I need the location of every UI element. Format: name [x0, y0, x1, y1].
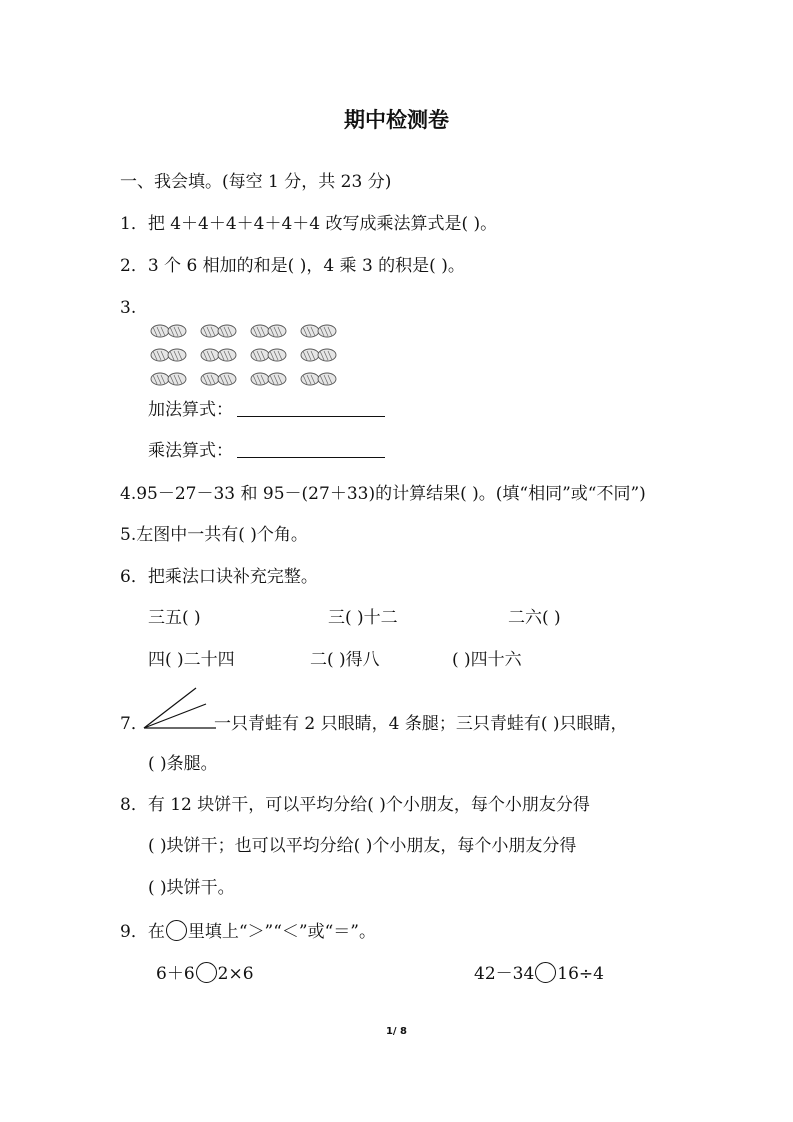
section-heading: 一、我会填。(每空 1 分，共 23 分): [120, 172, 392, 192]
question-3-number: 3.: [120, 298, 137, 318]
vegetable-icon: [251, 325, 286, 337]
question-2: 2．3 个 6 相加的和是( )，4 乘 3 的积是( )。: [120, 256, 465, 276]
compare-circle-icon: [166, 920, 187, 941]
page-title: 期中检测卷: [344, 108, 449, 132]
vegetable-icon: [301, 349, 336, 361]
vegetable-icon: [301, 325, 336, 337]
question-9-suffix: 里填上“＞”“＜”或“＝”。: [187, 922, 376, 942]
vegetable-icon: [201, 373, 236, 385]
question-9-prefix: 9．在: [120, 922, 165, 942]
question-7-number: 7．: [120, 714, 148, 734]
question-8-text-2: ( )块饼干；也可以平均分给( )个小朋友，每个小朋友分得: [148, 836, 577, 856]
rhyme-2-3: ( )四十六: [452, 650, 522, 670]
question-7-text-2: ( )条腿。: [148, 754, 218, 774]
rhyme-2-2: 二( )得八: [310, 650, 380, 670]
rhyme-2-1: 四( )二十四: [148, 650, 235, 670]
page-footer: 1/ 8: [385, 1026, 408, 1037]
comparison-left: [156, 962, 254, 986]
angle-figure: [142, 686, 218, 736]
comparison-right-a: 42－34: [474, 964, 535, 984]
vegetable-icon: [251, 373, 286, 385]
vegetable-icon: [301, 373, 336, 385]
question-8-text-1: 8．有 12 块饼干，可以平均分给( )个小朋友，每个小朋友分得: [120, 795, 590, 815]
multiplication-answer-row: [148, 439, 385, 463]
vegetable-icon: [151, 325, 186, 337]
rhyme-1-1: 三五( ): [148, 608, 201, 628]
vegetable-icon: [201, 325, 236, 337]
question-4: 4.95－27－33 和 95－(27＋33)的计算结果( )。(填“相同”或“不同”): [120, 484, 646, 504]
question-1: 1．把 4＋4＋4＋4＋4＋4 改写成乘法算式是( )。: [120, 214, 498, 234]
question-7-text-1: 一只青蛙有 2 只眼睛，4 条腿；三只青蛙有( )只眼睛，: [214, 714, 628, 734]
comparison-left-circle[interactable]: [196, 962, 217, 983]
comparison-right-b: 16÷4: [557, 964, 604, 984]
vegetable-icon: [201, 349, 236, 361]
comparison-left-b: 2×6: [217, 964, 254, 984]
vegetable-grid-image: [146, 320, 346, 390]
question-5: 5.左图中一共有( )个角。: [120, 525, 308, 545]
vegetable-icon: [151, 373, 186, 385]
addition-label: 加法算式：: [148, 400, 233, 420]
rhyme-1-2: 三( )十二: [328, 608, 398, 628]
question-6-heading: 6．把乘法口诀补充完整。: [120, 567, 318, 587]
vegetable-icon: [251, 349, 286, 361]
multiplication-blank[interactable]: [237, 441, 385, 458]
comparison-right: [474, 962, 604, 986]
question-8-text-3: ( )块饼干。: [148, 878, 235, 898]
rhyme-1-3: 二六( ): [508, 608, 561, 628]
vegetable-icon: [151, 349, 186, 361]
addition-blank[interactable]: [237, 400, 385, 417]
comparison-right-circle[interactable]: [535, 962, 556, 983]
comparison-left-a: 6＋6: [156, 964, 195, 984]
question-9-heading: [120, 920, 376, 944]
addition-answer-row: [148, 398, 385, 422]
multiplication-label: 乘法算式：: [148, 441, 233, 461]
